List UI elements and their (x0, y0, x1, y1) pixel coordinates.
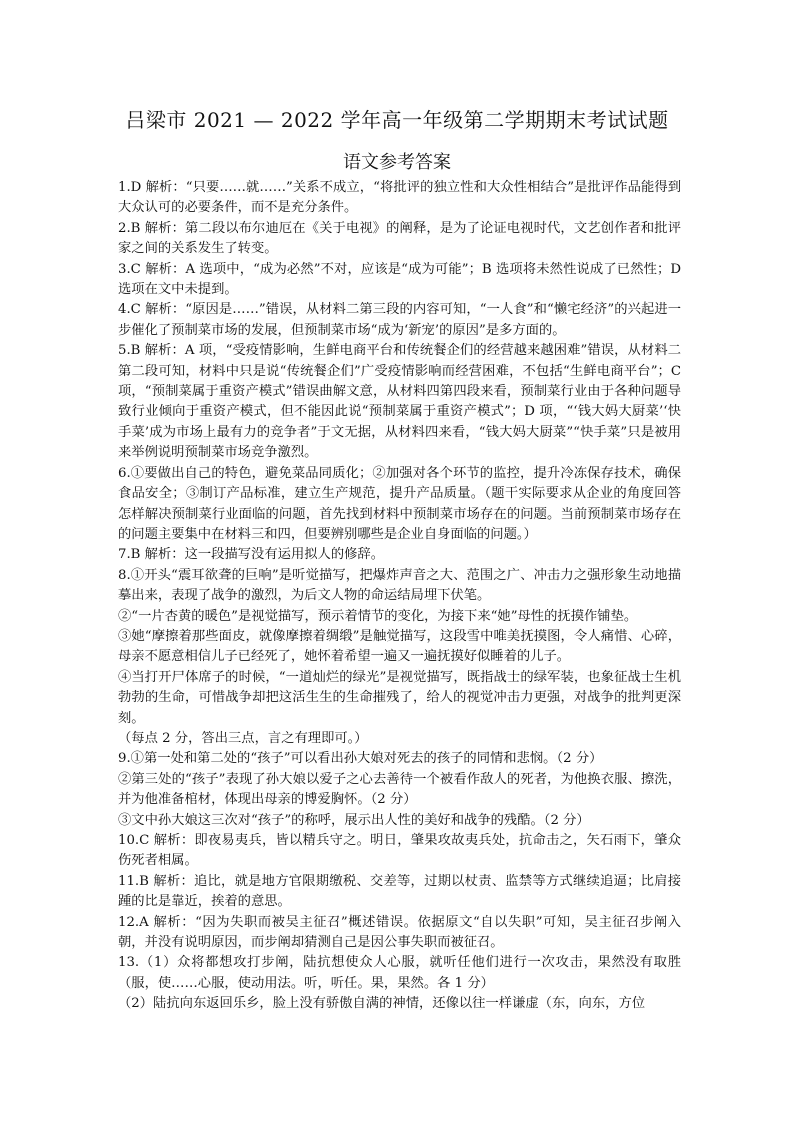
answer-paragraph: ④当打开尸体席子的时候，“一道灿烂的绿光”是视觉描写，既指战士的绿军装，也象征战士生机勃勃的生命，可惜战争却把这活生生的生命摧残了，给人的视觉冲击力更强，对战争的批判更深刻。 (118, 669, 681, 726)
answer-paragraph: 6.①要做出自己的特色，避免菜品同质化；②加强对各个环节的监控，提升冷冻保存技术，确保食品安全；③制订产品标准，建立生产规范，提升产品质量。（题干实际要求从企业的角度回答怎样解决预制菜行业面临的问题，首先找到材料中预制菜市场存在的问题。当前预制菜市场存在的问题主要集中在材料三和四，但要辨别哪些是企业自身面临的问题。） (118, 465, 681, 542)
answer-paragraph: 1.D 解析：“只要……就……”关系不成立，“将批评的独立性和大众性相结合”是批评作品能得到大众认可的必要条件，而不是充分条件。 (118, 180, 681, 216)
answer-paragraph: ②第三处的“孩子”表现了孙大娘以爱子之心去善待一个被看作敌人的死者，为他换衣服、擦洗，并为他准备棺材，体现出母亲的博爱胸怀。（2 分） (118, 771, 681, 808)
document-title: 吕梁市 2021 — 2022 学年高一年级第二学期期末考试试题 (125, 108, 669, 132)
answer-paragraph: ③文中孙大娘这三次对“孩子”的称呼，展示出人性的美好和战争的残酷。（2 分） (118, 812, 590, 828)
answer-paragraph: （2）陆抗向东返回乐乡，脸上没有骄傲自满的神情，还像以往一样谦虚（东，向东，方位 (118, 996, 646, 1012)
answer-paragraph: 3.C 解析：A 选项中，“成为必然”不对，应该是“成为可能”；B 选项将未然性说成了已然性；D 选项在文中未提到。 (118, 261, 681, 298)
answer-paragraph: 10.C 解析：即夜易夷兵，皆以精兵守之。明日，肇果攻故夷兵处，抗命击之，矢石雨下，肇众伤死者相属。 (118, 833, 681, 869)
document-subtitle: 语文参考答案 (343, 152, 451, 173)
answer-paragraph: 13.（1）众将都想攻打步阐，陆抗想使众人心服，就听任他们进行一次攻击，果然没有取胜（服，使……心服，使动用法。听，听任。果，果然。各 1 分） (118, 955, 681, 991)
answer-paragraph: 4.C 解析：“原因是……”错误，从材料二第三段的内容可知，“一人食”和“懒宅经济”的兴起进一步催化了预制菜市场的发展，但预制菜市场“成为‘新宠’的原因”是多方面的。 (118, 302, 681, 338)
answer-paragraph: 11.B 解析：追比，就是地方官限期缴税、交差等，过期以杖责、监禁等方式继续追逼；比肩接踵的比是靠近，挨着的意思。 (118, 873, 681, 910)
answer-paragraph: 12.A 解析：“因为失职而被吴主征召”概述错误。依据原文“自以失职”可知，吴主征召步阐入朝，并没有说明原因，而步阐却猜测自己是因公事失职而被征召。 (118, 914, 681, 951)
answer-paragraph: （每点 2 分，答出三点，言之有理即可。） (118, 730, 368, 746)
answer-paragraph: ②“一片杏黄的暖色”是视觉描写，预示着情节的变化，为接下来“她”母性的抚摸作铺垫。 (118, 608, 638, 624)
answer-paragraph: 8.①开头“震耳欲聋的巨响”是听觉描写，把爆炸声音之大、范围之广、冲击力之强形象生动地描摹出来，表现了战争的激烈，为后文人物的命运结局埋下伏笔。 (118, 567, 681, 604)
answer-paragraph: 2.B 解析：第二段以布尔迪厄在《关于电视》的阐释，是为了论证电视时代，文艺创作者和批评家之间的关系发生了转变。 (118, 220, 681, 257)
answer-paragraph: 5.B 解析：A 项，“受疫情影响，生鲜电商平台和传统餐企们的经营越来越困难”错误，从材料二第二段可知，材料中只是说“传统餐企们”广受疫情影响而经营困难，不包括“生鲜电商平台”；C 项，“预制菜属于重资产模式”错误曲解文意，从材料四第四段来看，预制菜行业由于各种问题导致行业倾向于重资产模式，但不能因此说“预制菜属于重资产模式”；D 项，“‘钱大妈大厨菜’‘快手菜’成为市场上最有力的竞争者”于文无据，从材料四来看，“钱大妈大厨菜”“快手菜”只是被用来举例说明预制菜市场竞争激烈。 (118, 343, 681, 461)
answer-content (118, 178, 681, 1015)
answer-paragraph: ③她“摩擦着那些面皮，就像摩擦着绸缎”是触觉描写，这段雪中唯美抚摸图，令人痛惜、心碎，母亲不愿意相信儿子已经死了，她怀着希望一遍又一遍抚摸好似睡着的儿子。 (118, 628, 681, 665)
answer-paragraph: 7.B 解析：这一段描写没有运用拟人的修辞。 (118, 547, 385, 563)
answer-paragraph: 9.①第一处和第二处的“孩子”可以看出孙大娘对死去的孩子的同情和悲悯。（2 分） (118, 751, 603, 767)
